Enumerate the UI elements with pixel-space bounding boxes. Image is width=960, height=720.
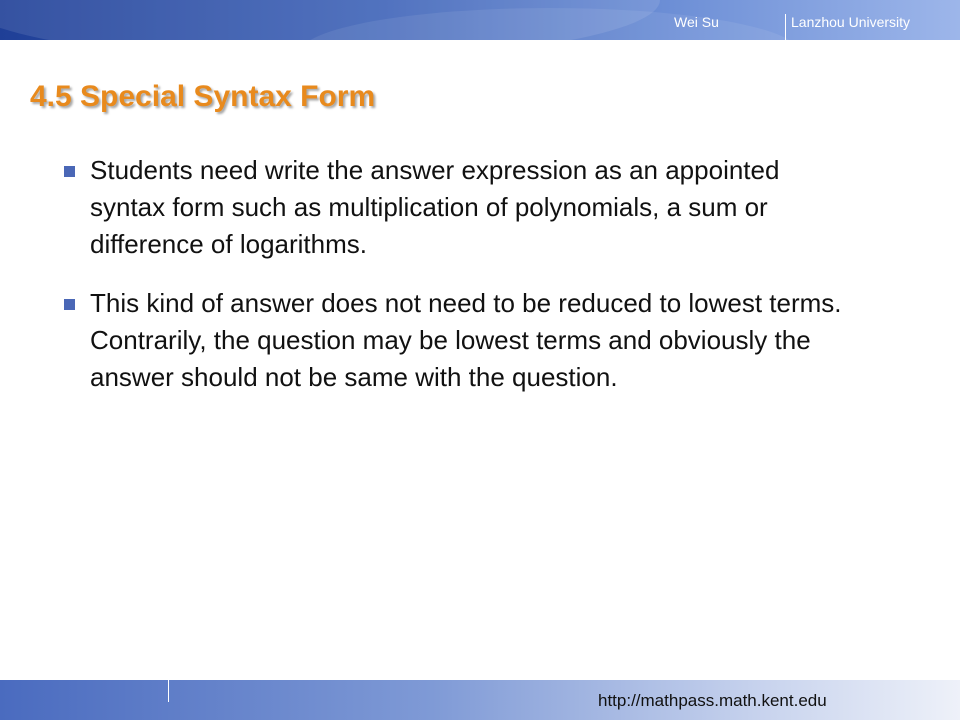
bullet-list bbox=[64, 152, 844, 418]
footer-divider bbox=[168, 680, 169, 702]
footer-url-link[interactable]: http://mathpass.math.kent.edu bbox=[598, 691, 827, 710]
square-bullet-icon bbox=[64, 299, 75, 310]
bullet-item bbox=[64, 152, 844, 263]
bullet-text: This kind of answer does not need to be reduced to lowest terms. Contrarily, the question may be lowest terms and obviously the answer should not be same with the question. bbox=[90, 288, 842, 392]
slide-title: 4.5 Special Syntax Form bbox=[30, 80, 376, 113]
header-divider bbox=[785, 14, 786, 40]
bullet-item bbox=[64, 285, 844, 396]
header-organization: Lanzhou University bbox=[791, 14, 911, 30]
header-author: Wei Su bbox=[674, 14, 719, 30]
footer-bar bbox=[0, 680, 960, 720]
bullet-text: Students need write the answer expression as an appointed syntax form such as multiplication of polynomials, a sum or difference of logarithms. bbox=[90, 155, 780, 259]
header-bar bbox=[0, 0, 960, 40]
square-bullet-icon bbox=[64, 166, 75, 177]
